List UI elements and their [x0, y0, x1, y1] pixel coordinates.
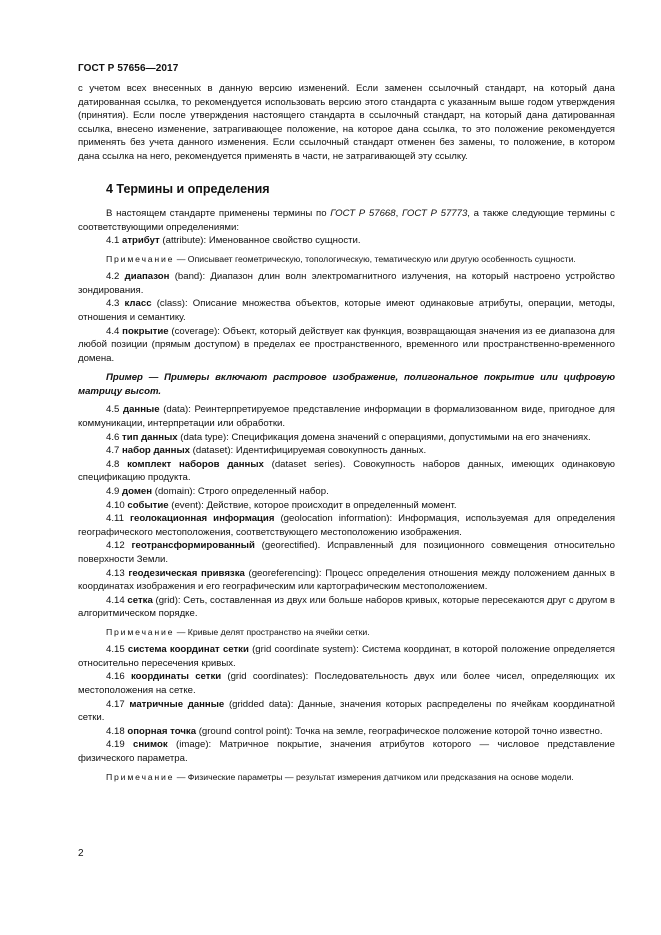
term-name: событие: [127, 499, 169, 511]
term-entry: 4.17 матричные данные (gridded data): Данные, значения которых распределены по ячейкам координатной сетки.: [78, 698, 615, 724]
example-label: Пример: [106, 372, 143, 384]
term-entry: 4.16 координаты сетки (grid coordinates): Последовательность двух или более чисел, определяющих их местоположения на сетке.: [78, 671, 615, 696]
term-entry: 4.12 геотрансформированный (georectified). Исправленный для позиционного совмещения относительно поверхности Земли.: [78, 540, 615, 566]
term-name: комплект наборов данных: [127, 458, 264, 470]
term-entry: 4.13 геодезическая привязка (georeferencing): Процесс определения отношения между положением данных в координатах изображения и его географическим или картографическим местоположением.: [78, 567, 615, 593]
term-name: набор данных: [122, 445, 191, 457]
term-name: класс: [124, 298, 152, 310]
term-entry: 4.4 покрытие (coverage): Объект, который действует как функция, возвращающая значения из ее диапазона для любой позиции (прямым доступом) в пределах ее пространственного, временного или пространственно-временного домена.: [78, 325, 615, 364]
term-entry: 4.15 система координат сетки (grid coordinate system): Система координат, в которой положение определяется относительно пересечения кривых.: [78, 644, 616, 669]
standard-reference: ГОСТ Р 57668: [330, 208, 396, 220]
intro-paragraph: с учетом всех внесенных в данную версию изменений. Если заменен ссылочный стандарт, на который дана датированная ссылка, то рекомендуется использовать версию этого стандарта с указанным выше годом утверждения (принятия). Если после утверждения настоящего стандарта в ссылочный стандарт, на который дана датированная ссылка, внесено изменение, затрагивающее положение, на которое дана ссылка, то это положение рекомендуется применять без учета данного изменения. Если ссылочный стандарт отменен без замены, то положение, в котором дана ссылка на него, рекомендуется применять в части, не затрагивающей эту ссылку.: [78, 83, 615, 162]
term-entry: 4.14 сетка (grid): Сеть, составленная из двух или больше наборов кривых, которые пересекаются друг с другом в алгоритмическом порядке.: [78, 594, 615, 620]
term-name: система координат сетки: [127, 644, 249, 656]
note-label: Примечание: [106, 626, 175, 637]
term-name: данные: [123, 404, 160, 416]
example: Пример — Примеры включают растровое изображение, полигональное покрытие или цифровую матрицу высот.: [78, 372, 615, 397]
page-number: 2: [78, 848, 84, 859]
section-title: 4 Термины и определения: [106, 181, 270, 196]
note-label: Примечание: [106, 253, 175, 264]
term-name: атрибут: [122, 235, 160, 247]
term-name: геотрансформированный: [131, 540, 255, 552]
term-entry: 4.1 атрибут (attribute): Именованное свойство сущности.: [106, 235, 361, 247]
term-entry: 4.11 геолокационная информация (geolocation information): Информация, используемая для определения географического местоположения, соответствующего местоположению изображения.: [78, 513, 616, 538]
term-name: тип данных: [122, 431, 178, 443]
term-entry: 4.19 снимок (image): Матричное покрытие, значения атрибутов которого — числовое представление физического параметра.: [78, 739, 615, 764]
term-entry: 4.18 опорная точка (ground control point): Точка на земле, географическое положение которой точно известно.: [106, 725, 603, 737]
note: Примечание — Физические параметры — результат измерения датчиком или предсказания на основе модели.: [106, 771, 574, 782]
document-header: ГОСТ Р 57656—2017: [78, 63, 179, 74]
term-name: сетка: [127, 594, 153, 606]
page-content: [78, 82, 615, 788]
term-name: снимок: [133, 739, 168, 751]
term-name: геолокационная информация: [130, 513, 275, 525]
term-entry: 4.8 комплект наборов данных (dataset series). Совокупность наборов данных, имеющих одинаковую спецификацию продукта.: [78, 458, 615, 484]
term-name: диапазон: [124, 271, 170, 283]
term-name: матричные данные: [129, 698, 225, 710]
term-name: покрытие: [122, 325, 169, 337]
standard-reference: ГОСТ Р 57773: [401, 208, 468, 220]
term-entry: 4.2 диапазон (band): Диапазон длин волн электромагнитного излучения, на который настроено устройство зондирования.: [78, 271, 616, 296]
term-entry: 4.9 домен (domain): Строго определенный набор.: [106, 486, 329, 498]
term-name: опорная точка: [127, 725, 197, 737]
term-name: координаты сетки: [130, 671, 222, 683]
note: Примечание — Описывает геометрическую, топологическую, тематическую или другую особенность сущности.: [106, 253, 576, 264]
term-name: домен: [122, 486, 153, 498]
note: Примечание — Кривые делят пространство на ячейки сетки.: [106, 626, 370, 637]
section-lead: В настоящем стандарте применены термины по ГОСТ Р 57668, ГОСТ Р 57773, а также следующие термины с соответствующими определениями:: [78, 208, 615, 233]
term-name: геодезическая привязка: [128, 567, 245, 579]
term-entry: 4.7 набор данных (dataset): Идентифицируемая совокупность данных.: [106, 445, 427, 457]
term-entry: 4.3 класс (class): Описание множества объектов, которые имеют одинаковые атрибуты, операции, методы, отношения и семантику.: [78, 298, 615, 323]
term-entry: 4.10 событие (event): Действие, которое происходит в определенный момент.: [106, 499, 457, 511]
term-entry: 4.6 тип данных (data type): Спецификация домена значений с операциями, допустимыми на его значениях.: [106, 431, 591, 443]
note-label: Примечание: [106, 771, 175, 782]
term-entry: 4.5 данные (data): Реинтерпретируемое представление информации в формализованном виде, пригодное для коммуникации, интерпретации или обработки.: [78, 404, 615, 430]
